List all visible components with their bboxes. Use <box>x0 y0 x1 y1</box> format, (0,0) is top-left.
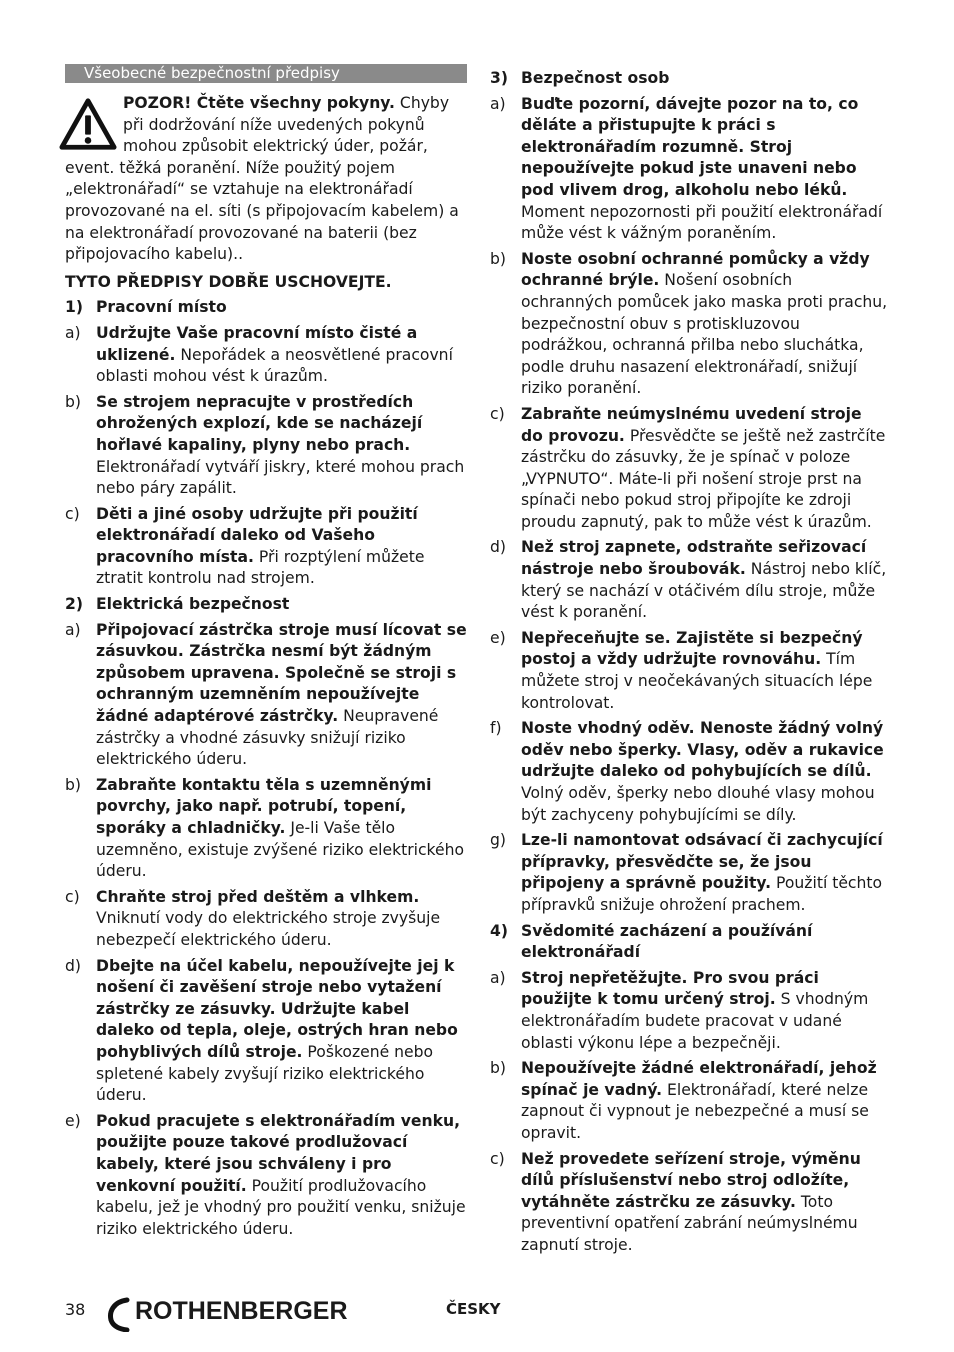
list-item <box>490 1058 888 1144</box>
item-body <box>521 404 888 534</box>
item-text: Použití těchto přípravků snižuje ohrožení prachem. <box>521 874 883 914</box>
section-number: 4) <box>490 921 508 940</box>
item-body <box>96 887 467 952</box>
section-title-bar: Všeobecné bezpečnostní předpisy <box>65 64 467 83</box>
section-title: Pracovní místo <box>96 298 227 317</box>
item-bold-text: Udržujte Vaše pracovní místo čisté a uklizené. <box>96 323 418 364</box>
list-item <box>65 956 467 1107</box>
item-bold-text: Noste osobní ochranné pomůcky a vždy ochranné brýle. <box>521 249 870 290</box>
item-body <box>96 323 467 388</box>
section-heading <box>490 68 888 90</box>
list-item <box>65 504 467 590</box>
item-letter: b) <box>490 1059 506 1078</box>
item-text: Nepořádek a neosvětlené pracovní oblasti mohou vést k úrazům. <box>96 345 453 386</box>
item-bold-text: Pokud pracujete s elektronářadím venku, použijte pouze takové prodlužovací kabely, které jsou schváleny i pro venkovní použití. <box>96 1111 461 1195</box>
list-item <box>490 537 888 623</box>
list-item <box>65 620 467 771</box>
item-bold-text: Se strojem nepracujte v prostředích ohrožených explozí, kde se nacházejí hořlavé kapaliny, plyny nebo prach. <box>96 392 423 454</box>
item-body <box>96 956 467 1107</box>
section-number: 2) <box>65 595 83 614</box>
item-body <box>521 1058 888 1144</box>
warning-bold: POZOR! Čtěte všechny pokyny. <box>123 94 395 112</box>
item-text: Elektronářadí vytváří jiskry, které mohou prach nebo páry zapálit. <box>96 457 465 498</box>
list-item <box>65 1111 467 1241</box>
section-number: 1) <box>65 298 83 317</box>
item-bold-text: Nepoužívejte žádné elektronářadí, jehož spínač je vadný. <box>521 1059 877 1099</box>
item-text: Volný oděv, šperky nebo dlouhé vlasy mohou být zachyceny pohybujícími se díly. <box>521 784 875 824</box>
item-text: Vniknutí vody do elektrického stroje zvyšuje nebezpečí elektrického úderu. <box>96 909 441 949</box>
item-letter: b) <box>490 249 506 268</box>
item-letter: c) <box>490 404 505 423</box>
item-text: S vhodným elektronářadím budete pracovat v udané oblasti výkonu lépe a bezpečněji. <box>521 990 869 1052</box>
list-item <box>65 775 467 883</box>
item-text: Neupravené zástrčky a vhodné zásuvky snižují riziko elektrického úderu. <box>96 707 439 769</box>
page-number: 38 <box>65 1300 86 1319</box>
list-item <box>490 718 888 826</box>
item-bold-text: Chraňte stroj před deštěm a vlhkem. <box>96 887 420 906</box>
list-item <box>490 1149 888 1257</box>
logo-arc-icon <box>105 1296 135 1332</box>
item-bold-text: Než provedete seřízení stroje, výměnu dílů příslušenství nebo stroj odložíte, vytáhněte zástrčku ze zásuvky. <box>521 1149 861 1211</box>
item-letter: c) <box>490 1149 505 1168</box>
list-item <box>490 249 888 400</box>
rothenberger-logo <box>105 1296 348 1332</box>
item-bold-text: Připojovací zástrčka stroje musí lícovat se zásuvkou. Zástrčka nesmí být žádným způsobem upravena. Společně se stroji s ochranným uzemněním nepoužívejte žádné adaptérové zástrčky. <box>96 620 467 726</box>
item-text: Poškozené nebo spletené kabely zvyšují riziko elektrického úderu. <box>96 1042 434 1105</box>
item-body <box>521 830 888 916</box>
item-letter: g) <box>490 831 506 850</box>
item-text: Při rozptýlení můžete ztratit kontrolu nad strojem. <box>96 547 425 588</box>
item-letter: c) <box>65 887 80 906</box>
item-letter: a) <box>65 620 81 639</box>
warning-triangle-icon <box>59 97 117 153</box>
item-bold-text: Nepřeceňujte se. Zajistěte si bezpečný postoj a vždy udržujte rovnováhu. <box>521 628 863 669</box>
item-body <box>96 1111 467 1241</box>
item-body <box>96 775 467 883</box>
list-item <box>490 404 888 534</box>
item-bold-text: Děti a jiné osoby udržujte při použití elektronářadí daleko od Vašeho pracovního místa. <box>96 504 418 566</box>
left-column <box>65 64 467 1244</box>
keep-heading: TYTO PŘEDPISY DOBŘE USCHOVEJTE. <box>65 272 392 291</box>
item-body <box>521 968 888 1054</box>
item-text: Toto preventivní opatření zabrání neúmyslnému zapnutí stroje. <box>521 1192 858 1254</box>
item-body <box>96 392 467 500</box>
right-sections <box>490 68 888 1256</box>
item-bold-text: Buďte pozorní, dávejte pozor na to, co děláte a přistupujte k práci s elektronářadím rozumně. Stroj nepoužívejte pokud jste unaveni nebo pod vlivem drog, alkoholu nebo léků. <box>521 94 859 199</box>
item-bold-text: Dbejte na účel kabelu, nepoužívejte jej k nošení či zavěšení stroje nebo vytažení zástrčky ze zásuvky. Udržujte kabel daleko od tepla, oleje, ostrých hran nebo pohyblivých dílů stroje. <box>96 956 458 1061</box>
list-item <box>490 968 888 1054</box>
item-text: Tím můžete stroj v neočekávaných situacích lépe kontrolovat. <box>521 650 873 712</box>
item-letter: e) <box>65 1111 81 1130</box>
item-letter: f) <box>490 719 502 738</box>
item-body <box>521 94 888 245</box>
section-title: Bezpečnost osob <box>521 69 670 87</box>
warning-block <box>65 93 467 266</box>
item-body <box>521 1149 888 1257</box>
item-body <box>521 249 888 400</box>
item-bold-text: Lze-li namontovat odsávací či zachycující přípravky, přesvědčte se, že jsou připojeny a správně použity. <box>521 831 883 893</box>
item-letter: d) <box>65 956 81 975</box>
item-bold-text: Než stroj zapnete, odstraňte seřizovací nástroje nebo šroubovák. <box>521 538 867 579</box>
item-bold-text: Zabraňte kontaktu těla s uzemněnými povrchy, jako např. potrubí, topení, sporáky a chladničky. <box>96 775 432 837</box>
list-item <box>490 94 888 245</box>
list-item <box>490 830 888 916</box>
list-item <box>65 323 467 388</box>
section-heading <box>490 921 888 964</box>
item-body <box>96 504 467 590</box>
section-heading <box>65 594 467 616</box>
item-body <box>96 620 467 771</box>
item-body <box>521 718 888 826</box>
item-text: Je-li Vaše tělo uzemněno, existuje zvýšené riziko elektrického úderu. <box>96 819 465 881</box>
section-number: 3) <box>490 69 508 87</box>
item-letter: d) <box>490 538 506 557</box>
section-title: Svědomité zacházení a používání elektronářadí <box>521 921 813 962</box>
warning-text: Chyby při dodržování níže uvedených pokynů mohou způsobit elektrický úder, požár, event. těžká poranění. Níže použitý pojem „elektronářadí“ se vztahuje na elektronářadí provozované na el. síti (s připojovacím kabelem) a na elektronářadí provozované na baterii (bez připojovacího kabelu).. <box>65 94 459 264</box>
item-text: Moment nepozornosti při použití elektronářadí může vést k vážným poraněním. <box>521 202 883 243</box>
item-bold-text: Zabraňte neúmyslnému uvedení stroje do provozu. <box>521 404 862 445</box>
item-letter: a) <box>490 94 506 113</box>
list-item <box>490 628 888 714</box>
item-letter: e) <box>490 628 506 647</box>
item-text: Použití prodlužovacího kabelu, jež je vhodný pro použití venku, snižuje riziko elektrického úderu. <box>96 1176 466 1238</box>
right-column <box>490 64 888 1260</box>
item-body <box>521 537 888 623</box>
item-text: Přesvědčte se ještě než zastrčíte zástrčku do zásuvky, že je spínač v poloze „VYPNUTO“. Máte-li při nošení stroje prst na spínači nebo pokud stroj připojíte ke zdroji proudu zapnutý, pak to může vést k úrazům. <box>521 426 886 531</box>
logo-text: ROTHENBERGER <box>135 1297 348 1325</box>
item-text: Nošení osobních ochranných pomůcek jako maska proti prachu, bezpečnostní obuv s protiskluzovou podrážkou, ochranná přilba nebo sluchátka, podle druhu nasazení elektronářadí, snižují riziko poranění. <box>521 271 888 398</box>
item-letter: b) <box>65 392 81 411</box>
item-body <box>521 628 888 714</box>
item-letter: a) <box>65 323 81 342</box>
footer <box>0 1296 954 1336</box>
section-heading <box>65 297 467 319</box>
item-letter: b) <box>65 775 81 794</box>
list-item <box>65 392 467 500</box>
list-item <box>65 887 467 952</box>
left-sections <box>65 297 467 1240</box>
item-bold-text: Noste vhodný oděv. Nenoste žádný volný oděv nebo šperky. Vlasy, oděv a rukavice udržujte daleko od pohybujících se dílů. <box>521 719 884 781</box>
item-letter: c) <box>65 504 80 523</box>
item-bold-text: Stroj nepřetěžujte. Pro svou práci použijte k tomu určený stroj. <box>521 968 819 1009</box>
item-letter: a) <box>490 968 506 987</box>
item-text: Nástroj nebo klíč, který se nachází v otáčivém dílu stroje, může vést k poranění. <box>521 560 887 622</box>
section-title: Elektrická bezpečnost <box>96 595 290 614</box>
item-text: Elektronářadí, které nelze zapnout či vypnout je nebezpečné a musí se opravit. <box>521 1080 869 1142</box>
language-label: ČESKY <box>446 1300 501 1318</box>
